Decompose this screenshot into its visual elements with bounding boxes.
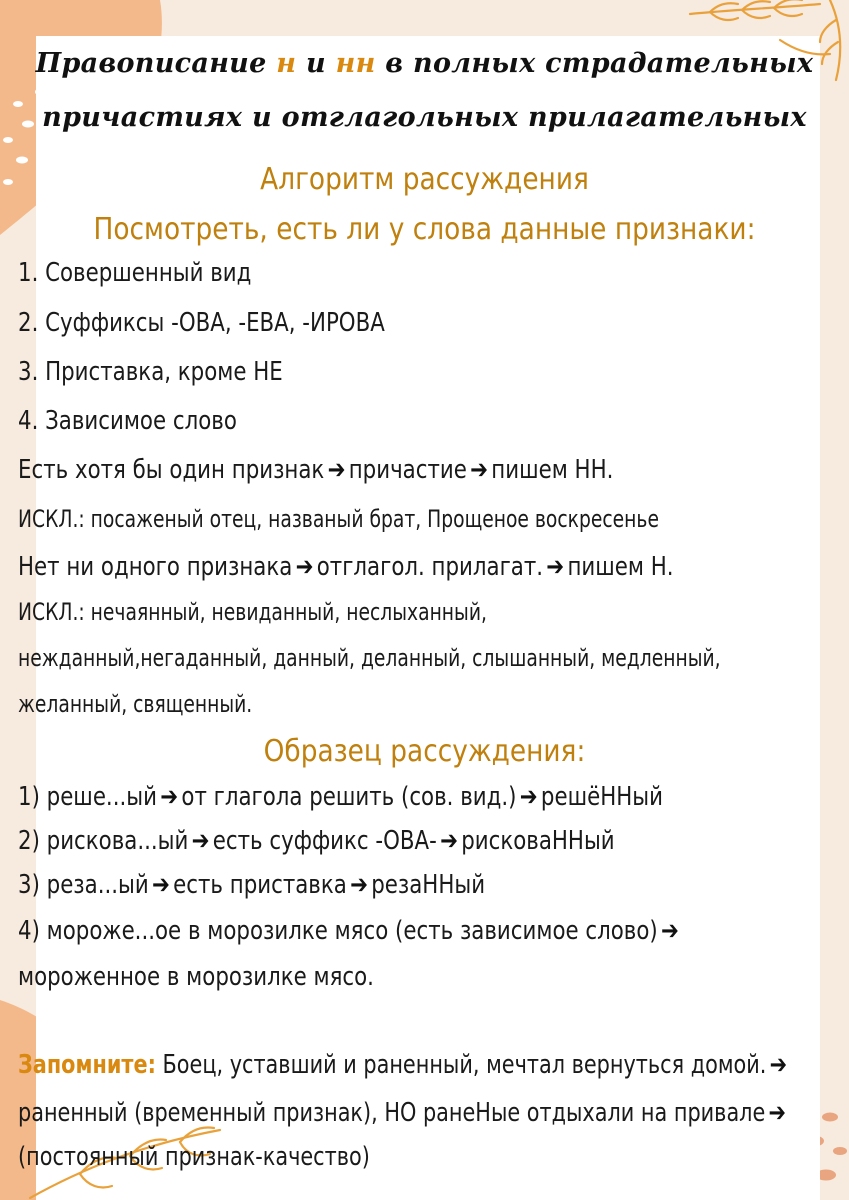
arrow-right-icon: ➔	[660, 916, 679, 946]
sample-item-continuation: мороженное в морозилке мясо.	[18, 962, 374, 992]
title-n: н	[276, 48, 297, 79]
exceptions-2: ИСКЛ.: нечаянный, невиданный, неслыханный,	[18, 598, 487, 626]
sample-item	[18, 826, 615, 856]
title-conj: и	[296, 48, 336, 79]
sample-text: есть суффикс -ОВА-	[212, 826, 437, 856]
page-title	[0, 48, 849, 79]
rule-text: причастие	[348, 455, 467, 485]
sample-item	[18, 782, 663, 812]
arrow-right-icon: ➔	[295, 552, 314, 582]
page-title-line2: причастиях и отглагольных прилагательных	[42, 102, 807, 133]
rule-text: Нет ни одного признака	[18, 552, 293, 582]
remember-line-2	[18, 1098, 789, 1128]
exceptions-2: желанный, священный.	[18, 690, 253, 718]
sign-item: 3. Приставка, кроме НЕ	[18, 357, 283, 387]
arrow-right-icon: ➔	[768, 1098, 786, 1128]
title-text: Правописание	[35, 48, 277, 79]
remember-text: Боец, уставший и раненный, мечтал вернуться домой.	[162, 1050, 767, 1080]
arrow-right-icon: ➔	[327, 455, 346, 485]
rule-text: пишем Н.	[567, 552, 674, 582]
remember-line-3: (постоянный признак-качество)	[18, 1142, 370, 1172]
sample-heading: Образец рассуждения:	[263, 734, 586, 769]
remember-line	[18, 1050, 790, 1080]
sign-item: 2. Суффиксы -ОВА, -ЕВА, -ИРОВА	[18, 308, 385, 338]
rule-no-sign	[18, 552, 674, 582]
arrow-right-icon: ➔	[769, 1050, 788, 1080]
sample-text: 1) реше...ый	[18, 782, 157, 812]
arrow-right-icon: ➔	[470, 455, 489, 485]
sample-text: резаННый	[371, 870, 486, 900]
sign-item: 1. Совершенный вид	[18, 258, 252, 288]
arrow-right-icon: ➔	[519, 782, 538, 812]
rule-text: отглагол. прилагат.	[316, 552, 544, 582]
title-text-end: в полных страдательных	[375, 48, 814, 79]
sample-text: 2) рискова...ый	[18, 826, 189, 856]
arrow-right-icon: ➔	[350, 870, 368, 900]
sample-text: есть приставка	[173, 870, 347, 900]
arrow-right-icon: ➔	[160, 782, 179, 812]
sample-text: рисковаННый	[461, 826, 615, 856]
rule-one-sign	[18, 455, 613, 485]
sample-text: 3) реза...ый	[18, 870, 149, 900]
rule-text: пишем НН.	[491, 455, 614, 485]
sign-item: 4. Зависимое слово	[18, 406, 237, 436]
remember-label: Запомните:	[18, 1050, 156, 1080]
exceptions-1: ИСКЛ.: посаженый отец, названый брат, Прощеное воскресенье	[18, 505, 659, 533]
sample-item	[18, 870, 485, 900]
sample-text: 4) мороже...ое в морозилке мясо (есть зависимое слово)	[18, 916, 658, 946]
arrow-right-icon: ➔	[152, 870, 170, 900]
sample-item	[18, 916, 682, 946]
arrow-right-icon: ➔	[191, 826, 210, 856]
arrow-right-icon: ➔	[546, 552, 565, 582]
arrow-right-icon: ➔	[440, 826, 458, 856]
rule-text: Есть хотя бы один признак	[18, 455, 325, 485]
check-heading: Посмотреть, есть ли у слова данные признаки:	[93, 212, 756, 247]
title-nn: нн	[335, 48, 376, 79]
algorithm-heading: Алгоритм рассуждения	[260, 162, 589, 197]
sample-text: от глагола решить (сов. вид.)	[181, 782, 517, 812]
sample-text: решёННый	[540, 782, 663, 812]
remember-text: раненный (временный признак), НО ранеНые отдыхали на привале	[18, 1098, 766, 1128]
exceptions-2: нежданный,негаданный, данный, деланный, слышанный, медленный,	[18, 644, 721, 672]
